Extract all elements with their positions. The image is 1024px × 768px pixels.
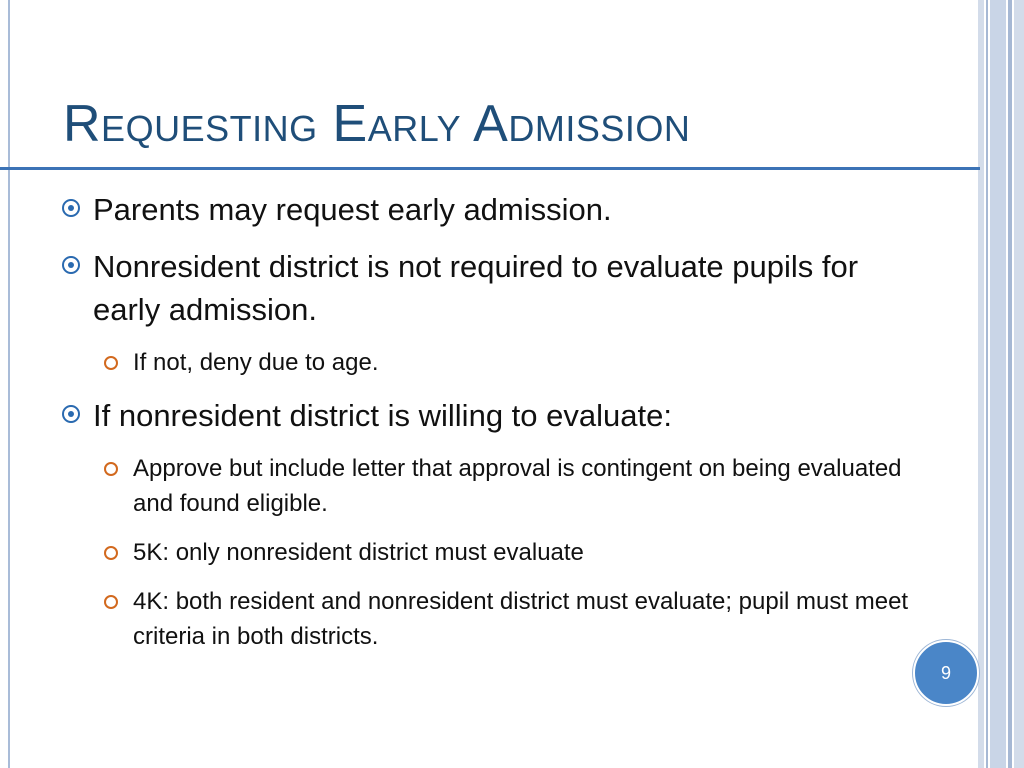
sub-bullet-item	[104, 451, 922, 521]
page-number-badge: 9	[913, 640, 979, 706]
sub-bullet-item	[104, 345, 922, 380]
hollow-circle-icon	[104, 356, 118, 370]
circled-dot-icon	[62, 405, 80, 423]
bullet-item	[62, 394, 922, 437]
bullet-list	[62, 188, 922, 668]
right-decor-stripe	[986, 0, 988, 768]
bullet-text: If nonresident district is willing to evaluate:	[93, 398, 672, 433]
bullet-text: Nonresident district is not required to evaluate pupils for early admission.	[93, 249, 859, 327]
slide-title: Requesting Early Admission	[63, 95, 691, 153]
right-decor-stripe	[990, 0, 1006, 768]
circled-dot-icon	[62, 199, 80, 217]
bullet-item	[62, 245, 922, 331]
right-decor-stripe	[978, 0, 984, 768]
sub-bullet-item	[104, 584, 922, 654]
sub-bullet-text: 4K: both resident and nonresident district must evaluate; pupil must meet criteria in both districts.	[133, 588, 909, 650]
sub-bullet-text: If not, deny due to age.	[133, 349, 379, 376]
sub-bullet-text: 5K: only nonresident district must evaluate	[133, 539, 584, 566]
sub-bullet-item	[104, 535, 922, 570]
bullet-item	[62, 188, 922, 231]
hollow-circle-icon	[104, 462, 118, 476]
sub-bullet-text: Approve but include letter that approval is contingent on being evaluated and found eligible.	[133, 455, 902, 517]
right-decor-stripe	[1014, 0, 1024, 768]
right-decor-stripe	[1008, 0, 1012, 768]
hollow-circle-icon	[104, 595, 118, 609]
left-border-line	[8, 0, 10, 768]
hollow-circle-icon	[104, 546, 118, 560]
bullet-text: Parents may request early admission.	[93, 192, 612, 227]
circled-dot-icon	[62, 256, 80, 274]
title-underline	[0, 167, 980, 170]
